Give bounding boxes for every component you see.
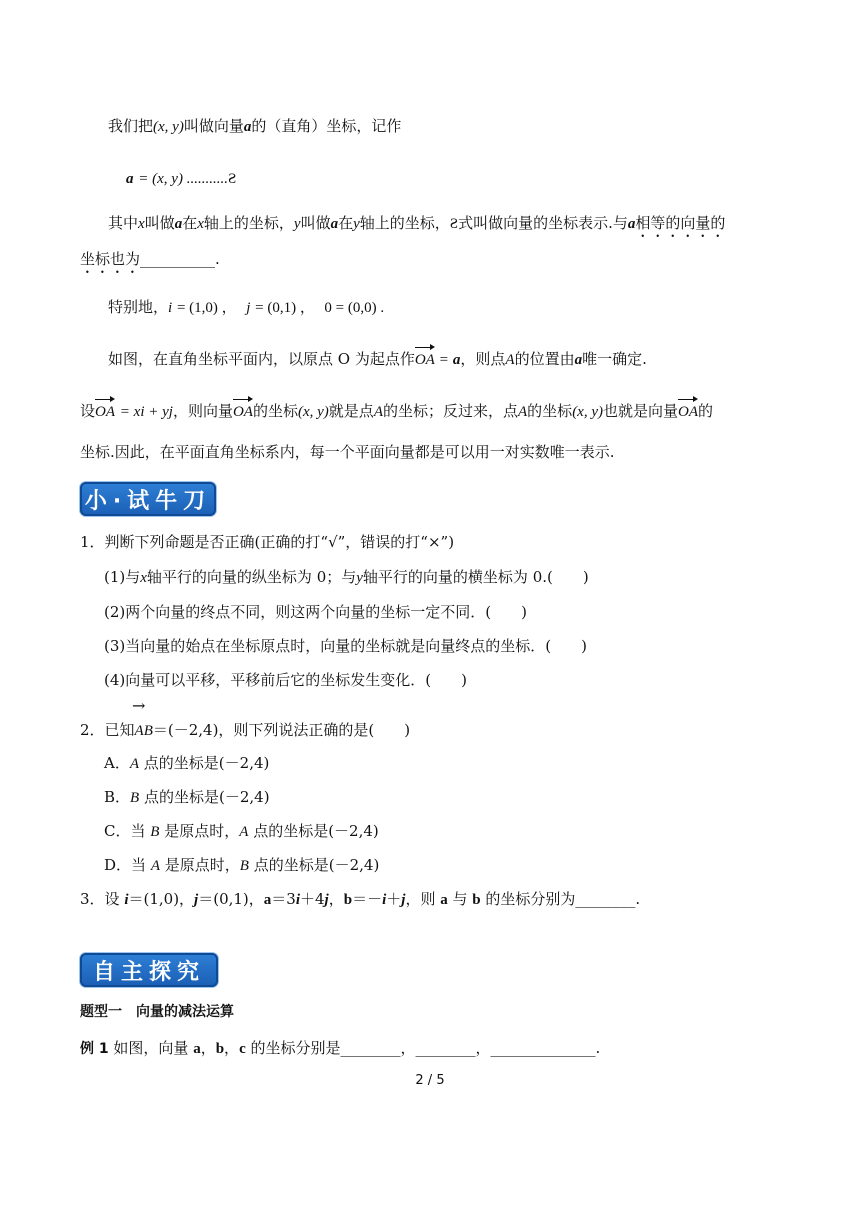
question-1-statement-2: (2)两个向量的终点不同，则这两个向量的坐标一定不同．( ) bbox=[104, 603, 527, 621]
page-number: 2 / 5 bbox=[415, 1073, 445, 1088]
section-banner-practice: 小·试牛刀 bbox=[80, 482, 216, 516]
question-2-option-c: C．当 B 是原点时，A 点的坐标是(－2,4) bbox=[104, 822, 379, 840]
position-vector-line: 如图，在直角坐标平面内，以原点 O 为起点作OA = a，则点A的位置由a唯一确定. bbox=[108, 350, 647, 368]
section-banner-explore: 自主探究 bbox=[80, 953, 218, 987]
special-vectors-line: 特别地，i = (1,0) ， j = (0,1) ， 0 = (0,0) . bbox=[108, 298, 385, 316]
question-1-statement-4: (4)向量可以平移，平移前后它的坐标发生变化．( ) bbox=[104, 671, 467, 689]
question-3: 3．设 i＝(1,0)，j＝(0,1)，a＝3i＋4j，b＝－i＋j，则 a 与 b 的坐标分别为________. bbox=[80, 890, 641, 908]
coordinate-correspondence-line-2: 坐标.因此，在平面直角坐标系内，每一个平面向量都是可以用一对实数唯一表示. bbox=[80, 443, 615, 461]
question-2-option-d: D．当 A 是原点时，B 点的坐标是(－2,4) bbox=[104, 856, 380, 874]
example-1: 例 1 如图，向量 a，b，c 的坐标分别是________，________，______________. bbox=[80, 1039, 601, 1057]
vector-arrow-ab: → bbox=[132, 696, 146, 715]
question-2-option-a: A．A 点的坐标是(－2,4) bbox=[104, 754, 270, 772]
question-1-statement-3: (3)当向量的始点在坐标原点时，向量的坐标就是向量终点的坐标．( ) bbox=[104, 637, 587, 655]
definition-line-2: 坐标也为__________. bbox=[80, 250, 220, 268]
definition-line: 其中x叫做a在x轴上的坐标，y叫做a在y轴上的坐标，Ƨ式叫做向量的坐标表示.与a相等的向量的 bbox=[108, 214, 726, 232]
coordinate-equation: a = (x, y) ...........Ƨ bbox=[126, 171, 237, 187]
question-type-heading: 题型一 向量的减法运算 bbox=[80, 1004, 234, 1020]
question-2-stem: 2．已知AB＝(－2,4)，则下列说法正确的是( ) bbox=[80, 721, 411, 739]
question-2-option-b: B．B 点的坐标是(－2,4) bbox=[104, 788, 270, 806]
question-1-stem: 1．判断下列命题是否正确(正确的打“√”，错误的打“×”) bbox=[80, 533, 455, 551]
coordinate-correspondence-line: 设OA = xi + yj，则向量OA的坐标(x, y)就是点A的坐标；反过来，点A的坐标(x, y)也就是向量OA的 bbox=[80, 402, 714, 420]
intro-line: 我们把(x, y)叫做向量a的（直角）坐标，记作 bbox=[108, 117, 402, 135]
question-1-statement-1: (1)与x轴平行的向量的纵坐标为 0；与y轴平行的向量的横坐标为 0.( ) bbox=[104, 568, 589, 586]
